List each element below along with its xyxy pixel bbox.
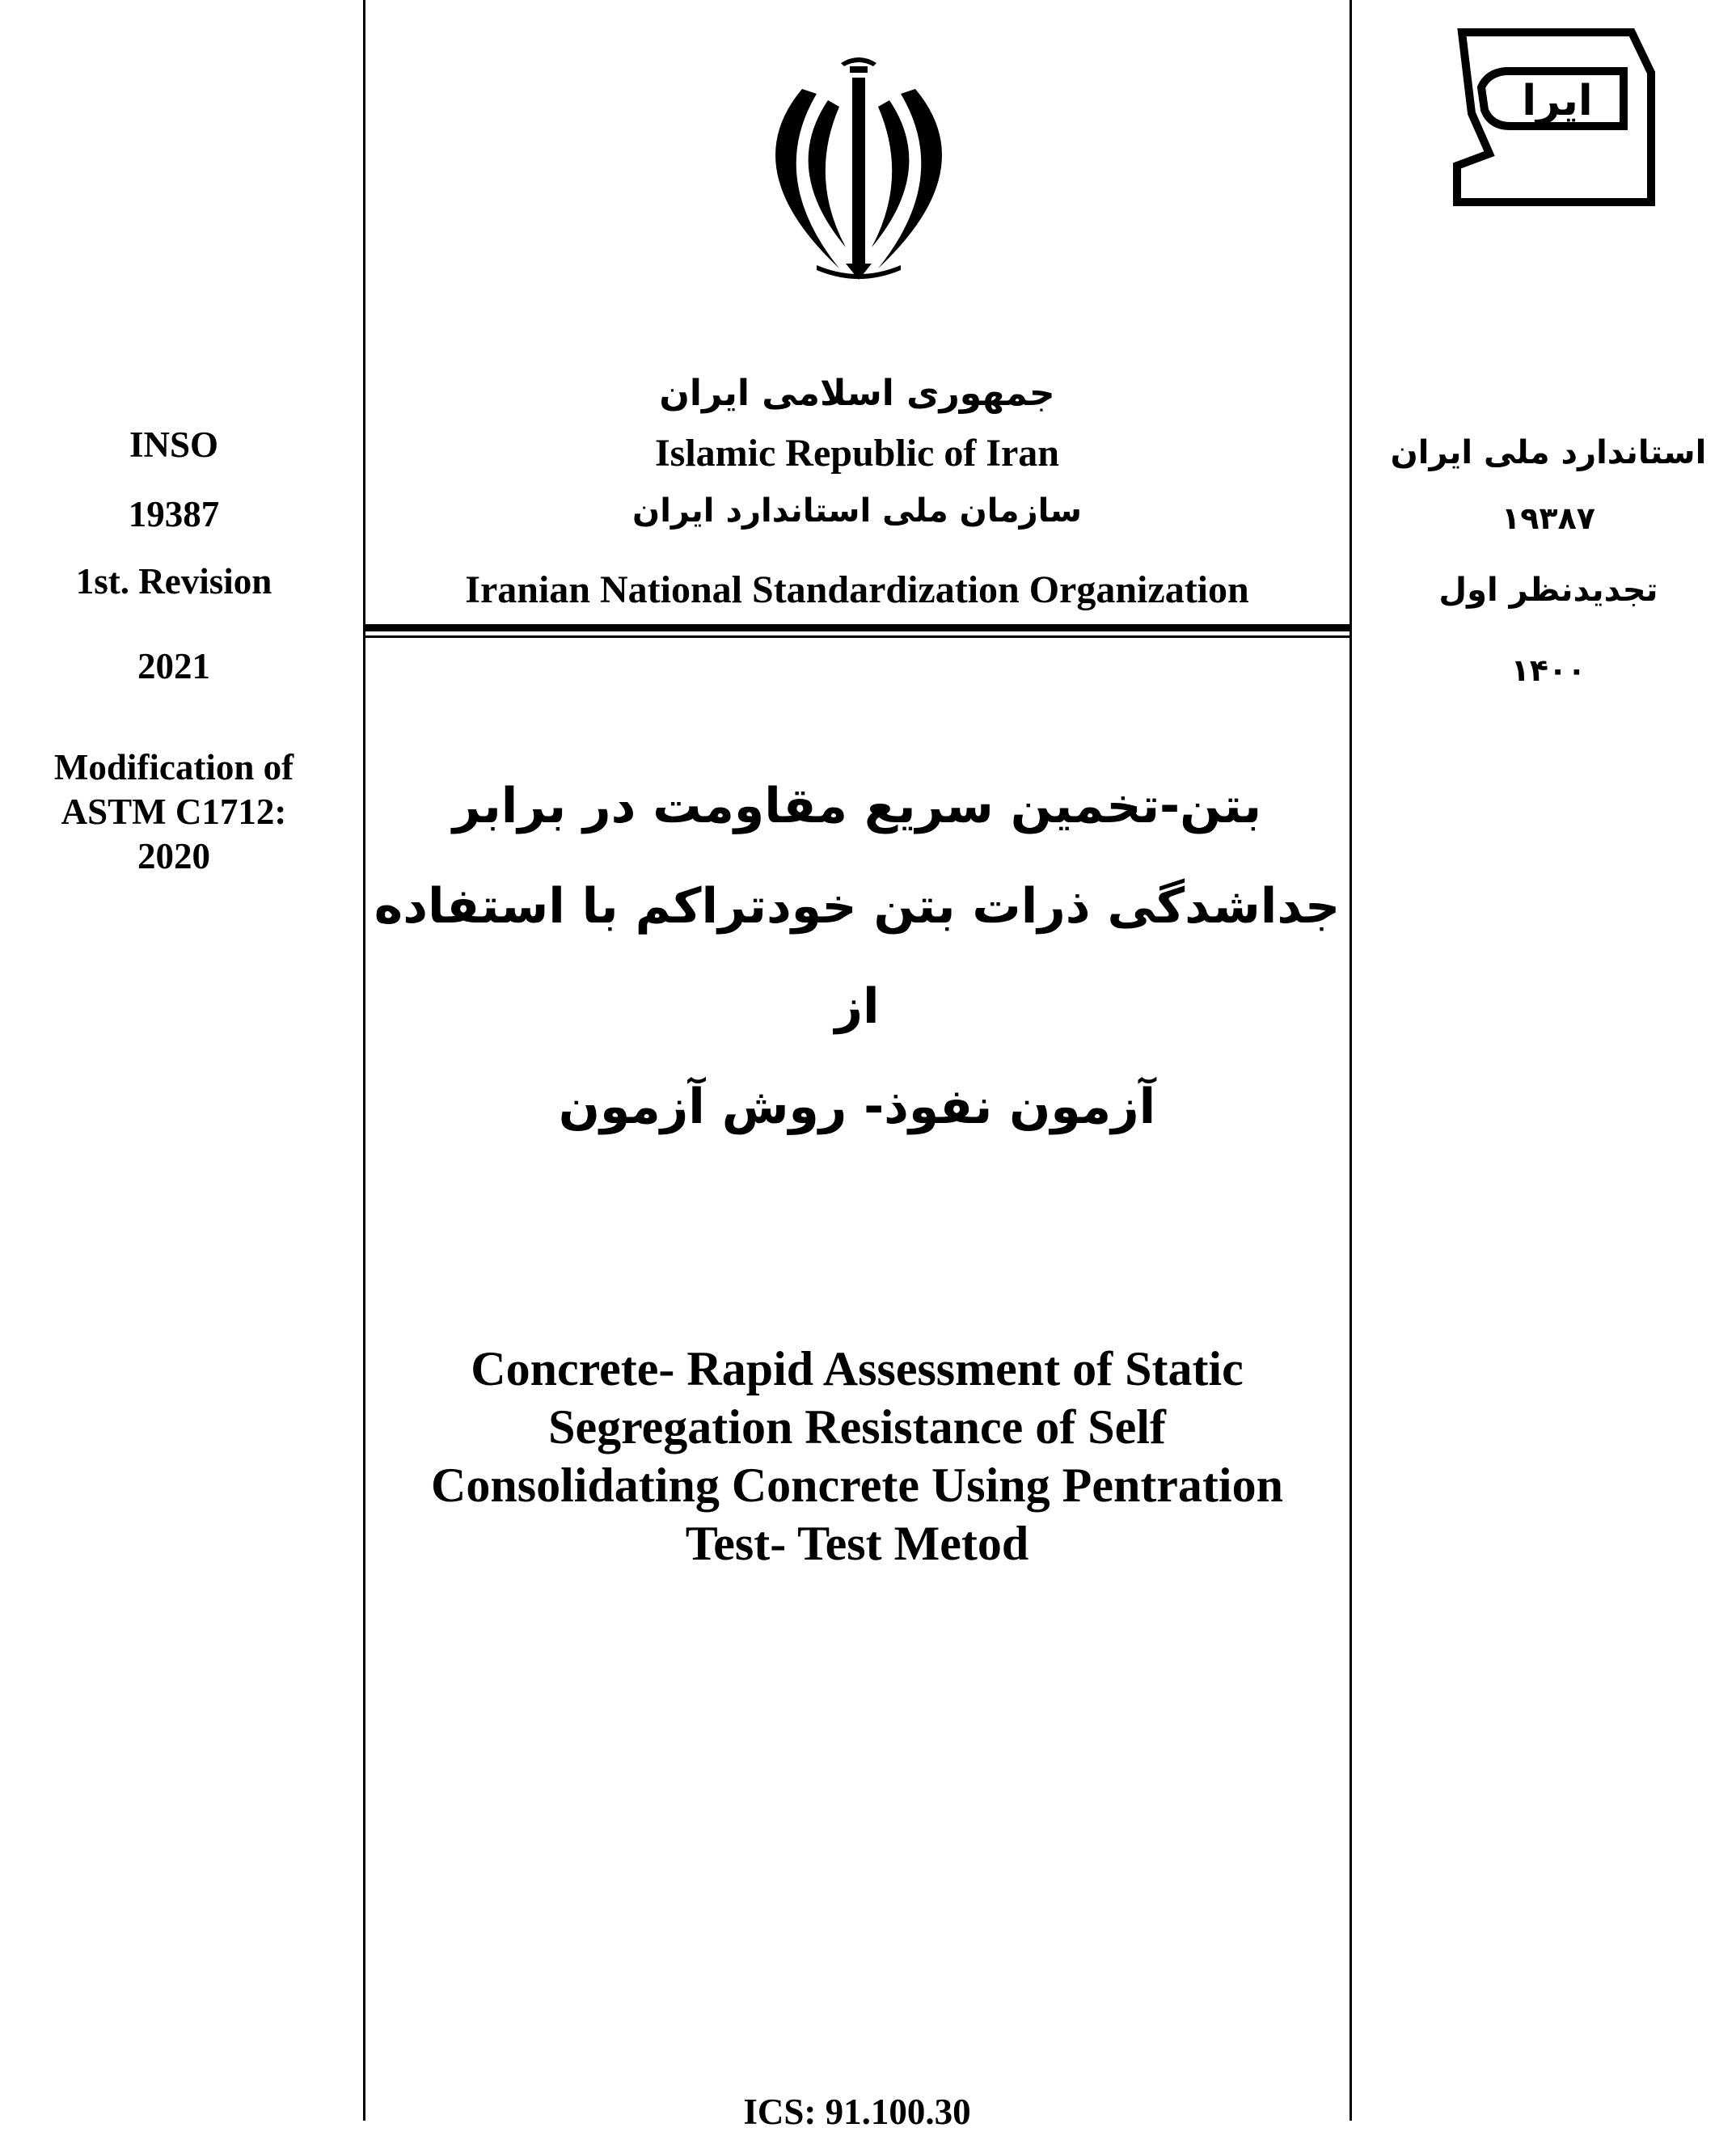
logo-text: ایرا xyxy=(1522,77,1593,125)
title-en-line-4: Test- Test Metod xyxy=(685,1517,1029,1570)
year-label: 2021 xyxy=(137,646,210,686)
title-en-line-1: Concrete- Rapid Assessment of Static xyxy=(471,1342,1244,1395)
standard-number-fa: ۱۹۳۸۷ xyxy=(1502,500,1595,536)
header-country-fa: جمهوری اسلامی ایران xyxy=(659,373,1055,414)
standard-code: INSO xyxy=(129,424,219,465)
header-org-en: Iranian National Standardization Organization xyxy=(465,568,1249,611)
title-fa-line-3: آزمون نفوذ- روش آزمون xyxy=(558,1079,1156,1135)
header-org-fa: سازمان ملی استاندارد ایران xyxy=(632,492,1082,530)
header-rule-thin xyxy=(365,635,1350,638)
year-label-fa: ۱۴۰۰ xyxy=(1510,652,1586,688)
iran-emblem-icon xyxy=(744,57,974,283)
revision-label: 1st. Revision xyxy=(75,561,272,602)
modification-note xyxy=(0,745,348,879)
header-rule-thick xyxy=(365,624,1350,631)
title-en-line-2: Segregation Resistance of Self xyxy=(548,1400,1166,1454)
title-fa-line-1: بتن-تخمین سریع مقاومت در برابر xyxy=(452,778,1262,834)
ics-code: ICS: 91.100.30 xyxy=(743,2092,971,2132)
right-divider-line xyxy=(1350,0,1352,2121)
title-fa-line-2: جداشدگی ذرات بتن خودتراکم با استفاده از xyxy=(374,878,1341,1035)
header-country-en: Islamic Republic of Iran xyxy=(654,432,1059,475)
isiri-logo-icon xyxy=(1439,24,1658,214)
title-en xyxy=(365,1340,1349,1573)
revision-label-fa: تجدیدنظر اول xyxy=(1438,572,1658,609)
standard-number: 19387 xyxy=(128,494,220,534)
title-en-line-3: Consolidating Concrete Using Pentration xyxy=(431,1459,1283,1512)
modification-line-2: ASTM C1712: xyxy=(61,791,287,832)
standard-title-fa: استاندارد ملی ایران xyxy=(1390,434,1707,471)
modification-line-1: Modification of xyxy=(53,747,294,787)
modification-line-3: 2020 xyxy=(137,835,210,876)
title-fa xyxy=(365,756,1349,1157)
